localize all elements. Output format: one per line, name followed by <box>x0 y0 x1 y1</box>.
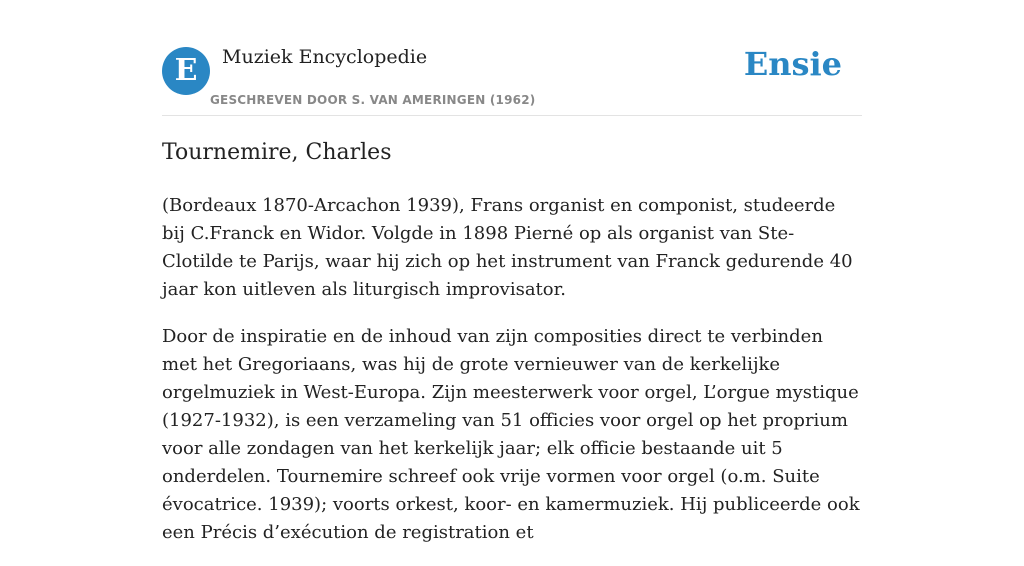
article-paragraph: Door de inspiratie en de inhoud van zijn composities direct te verbinden met het Gregoriaans, was hij de grote vernieuwer van de kerkelijke orgelmuziek in West-Europa. Zijn meesterwerk voor orgel, L’orgue mystique (1927-1932), is een verzameling van 51 officies voor orgel op het proprium voor alle zondagen van het kerkelijk jaar; elk officie bestaande uit 5 onderdelen. Tournemire schreef ook vrije vormen voor orgel (o.m. Suite évocatrice. 1939); voorts orkest, koor- en kamermuziek. Hij publiceerde ook een Précis d’exécution de registration et <box>162 326 860 543</box>
author-byline: GESCHREVEN DOOR S. VAN AMERINGEN (1962) <box>210 93 536 107</box>
brand-logo[interactable]: Ensie <box>743 45 842 83</box>
article-body <box>162 192 862 566</box>
article-title: Tournemire, Charles <box>162 140 392 165</box>
site-header <box>162 0 862 116</box>
logo-icon[interactable]: E <box>162 47 210 95</box>
encyclopedia-title[interactable]: Muziek Encyclopedie <box>222 46 428 68</box>
article-paragraph: (Bordeaux 1870-Arcachon 1939), Frans organist en componist, studeerde bij C.Franck en Widor. Volgde in 1898 Pierné op als organist van Ste-Clotilde te Parijs, waar hij zich op het instrument van Franck gedurende 40 jaar kon uitleven als liturgisch improvisator. <box>162 195 853 300</box>
